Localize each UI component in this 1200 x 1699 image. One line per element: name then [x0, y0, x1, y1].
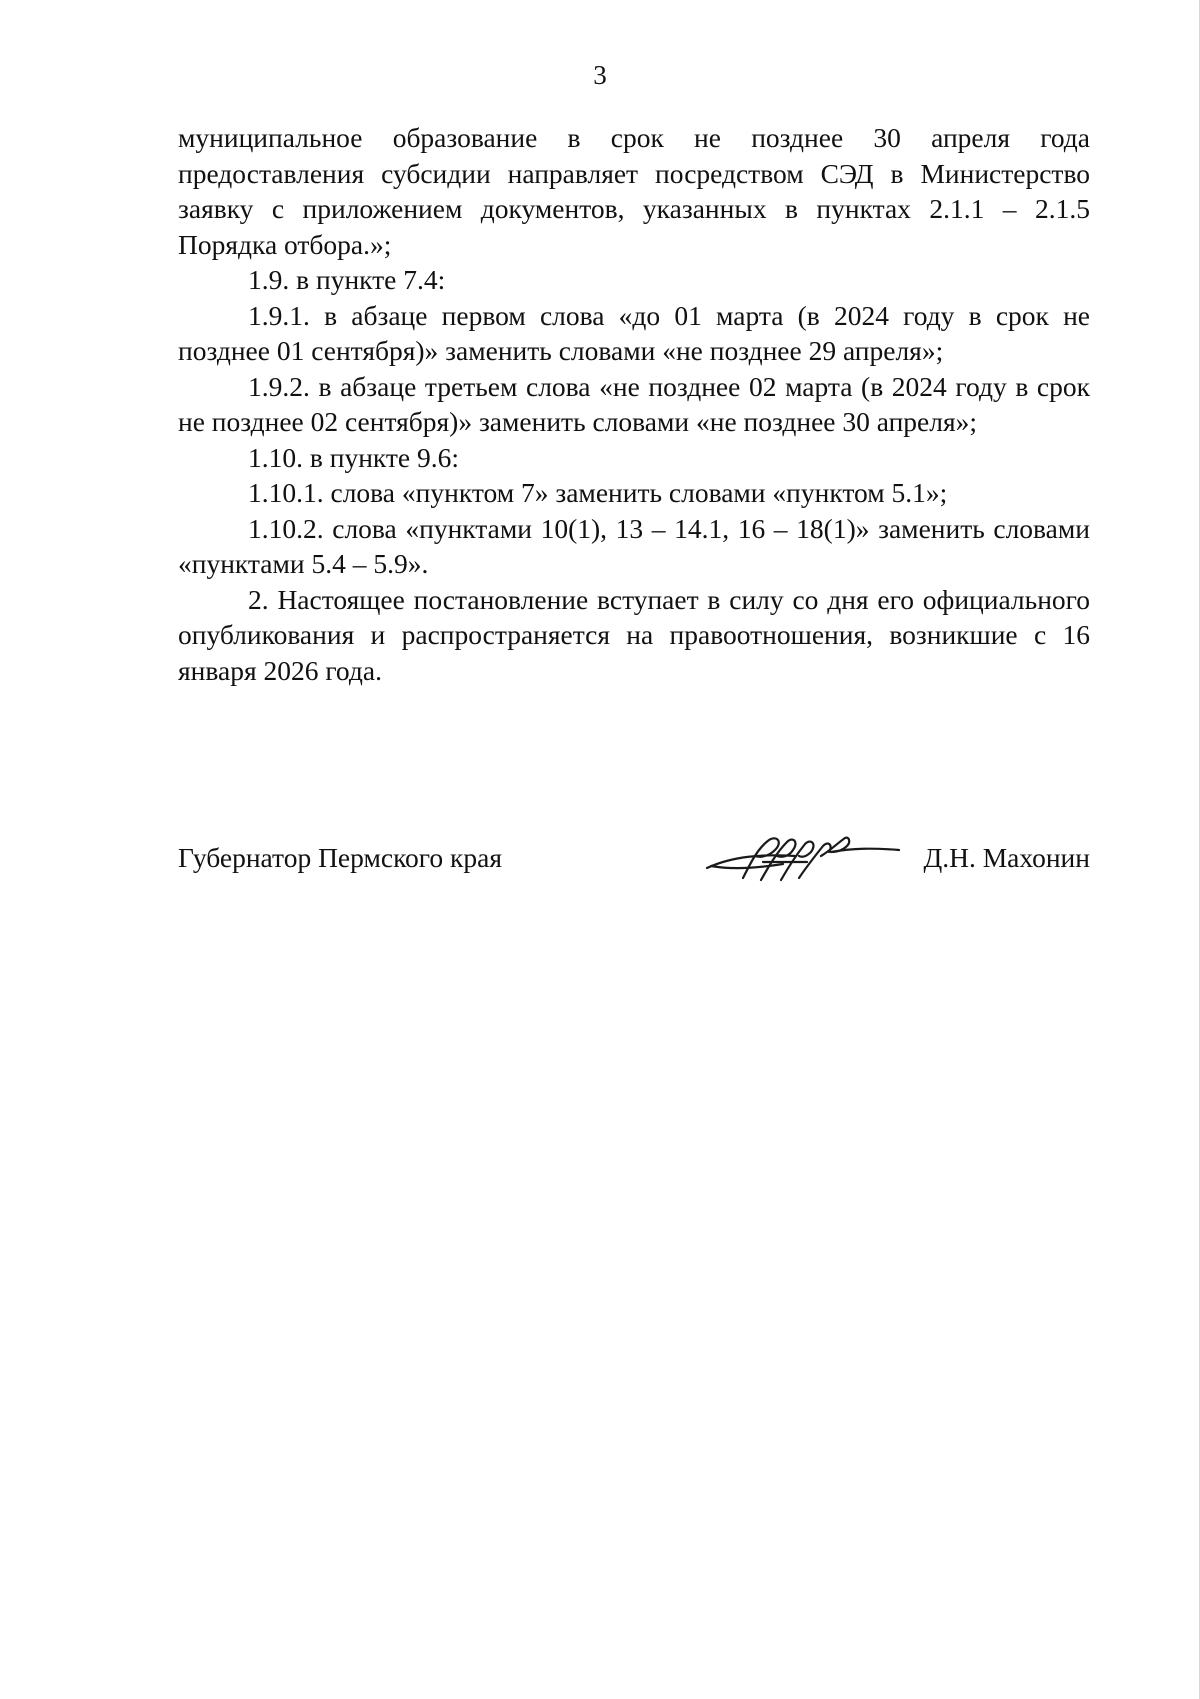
document-body: [178, 120, 1090, 688]
signer-title: Губернатор Пермского края: [178, 842, 502, 873]
handwritten-signature-icon: [703, 826, 903, 886]
paragraph-item-1-9-1: 1.9.1. в абзаце первом слова «до 01 марта (в 2024 году в срок не позднее 01 сентября)» заменить словами «не позднее 29 апреля»;: [178, 299, 1090, 366]
paragraph-item-2: 2. Настоящее постановление вступает в силу со дня его официального опубликования и распространяется на правоотношения, возникшие с 16 января 2026 года.: [178, 583, 1090, 686]
paragraph-continuation: муниципальное образование в срок не позднее 30 апреля года предоставления субсидии направляет посредством СЭД в Министерство заявку с приложением документов, указанных в пунктах 2.1.1 – 2.1.5 Порядка отбора.»;: [178, 122, 1090, 260]
paragraph-item-1-10: 1.10. в пункте 9.6:: [248, 441, 460, 473]
signer-name: Д.Н. Махонин: [923, 842, 1090, 873]
paragraph-item-1-10-1: 1.10.1. слова «пунктом 7» заменить словами «пунктом 5.1»;: [248, 477, 948, 508]
paragraph-item-1-9: 1.9. в пункте 7.4:: [248, 264, 446, 295]
paragraph-item-1-10-2: 1.10.2. слова «пунктами 10(1), 13 – 14.1, 16 – 18(1)» заменить словами «пунктами 5.4 – 5.9».: [178, 512, 1090, 579]
paragraph-item-1-9-2: 1.9.2. в абзаце третьем слова «не позднее 02 марта (в 2024 году в срок не позднее 02 сентября)» заменить словами «не позднее 30 апреля»;: [178, 370, 1090, 437]
page-number: 3: [593, 60, 607, 90]
signature-block: [178, 826, 1090, 886]
